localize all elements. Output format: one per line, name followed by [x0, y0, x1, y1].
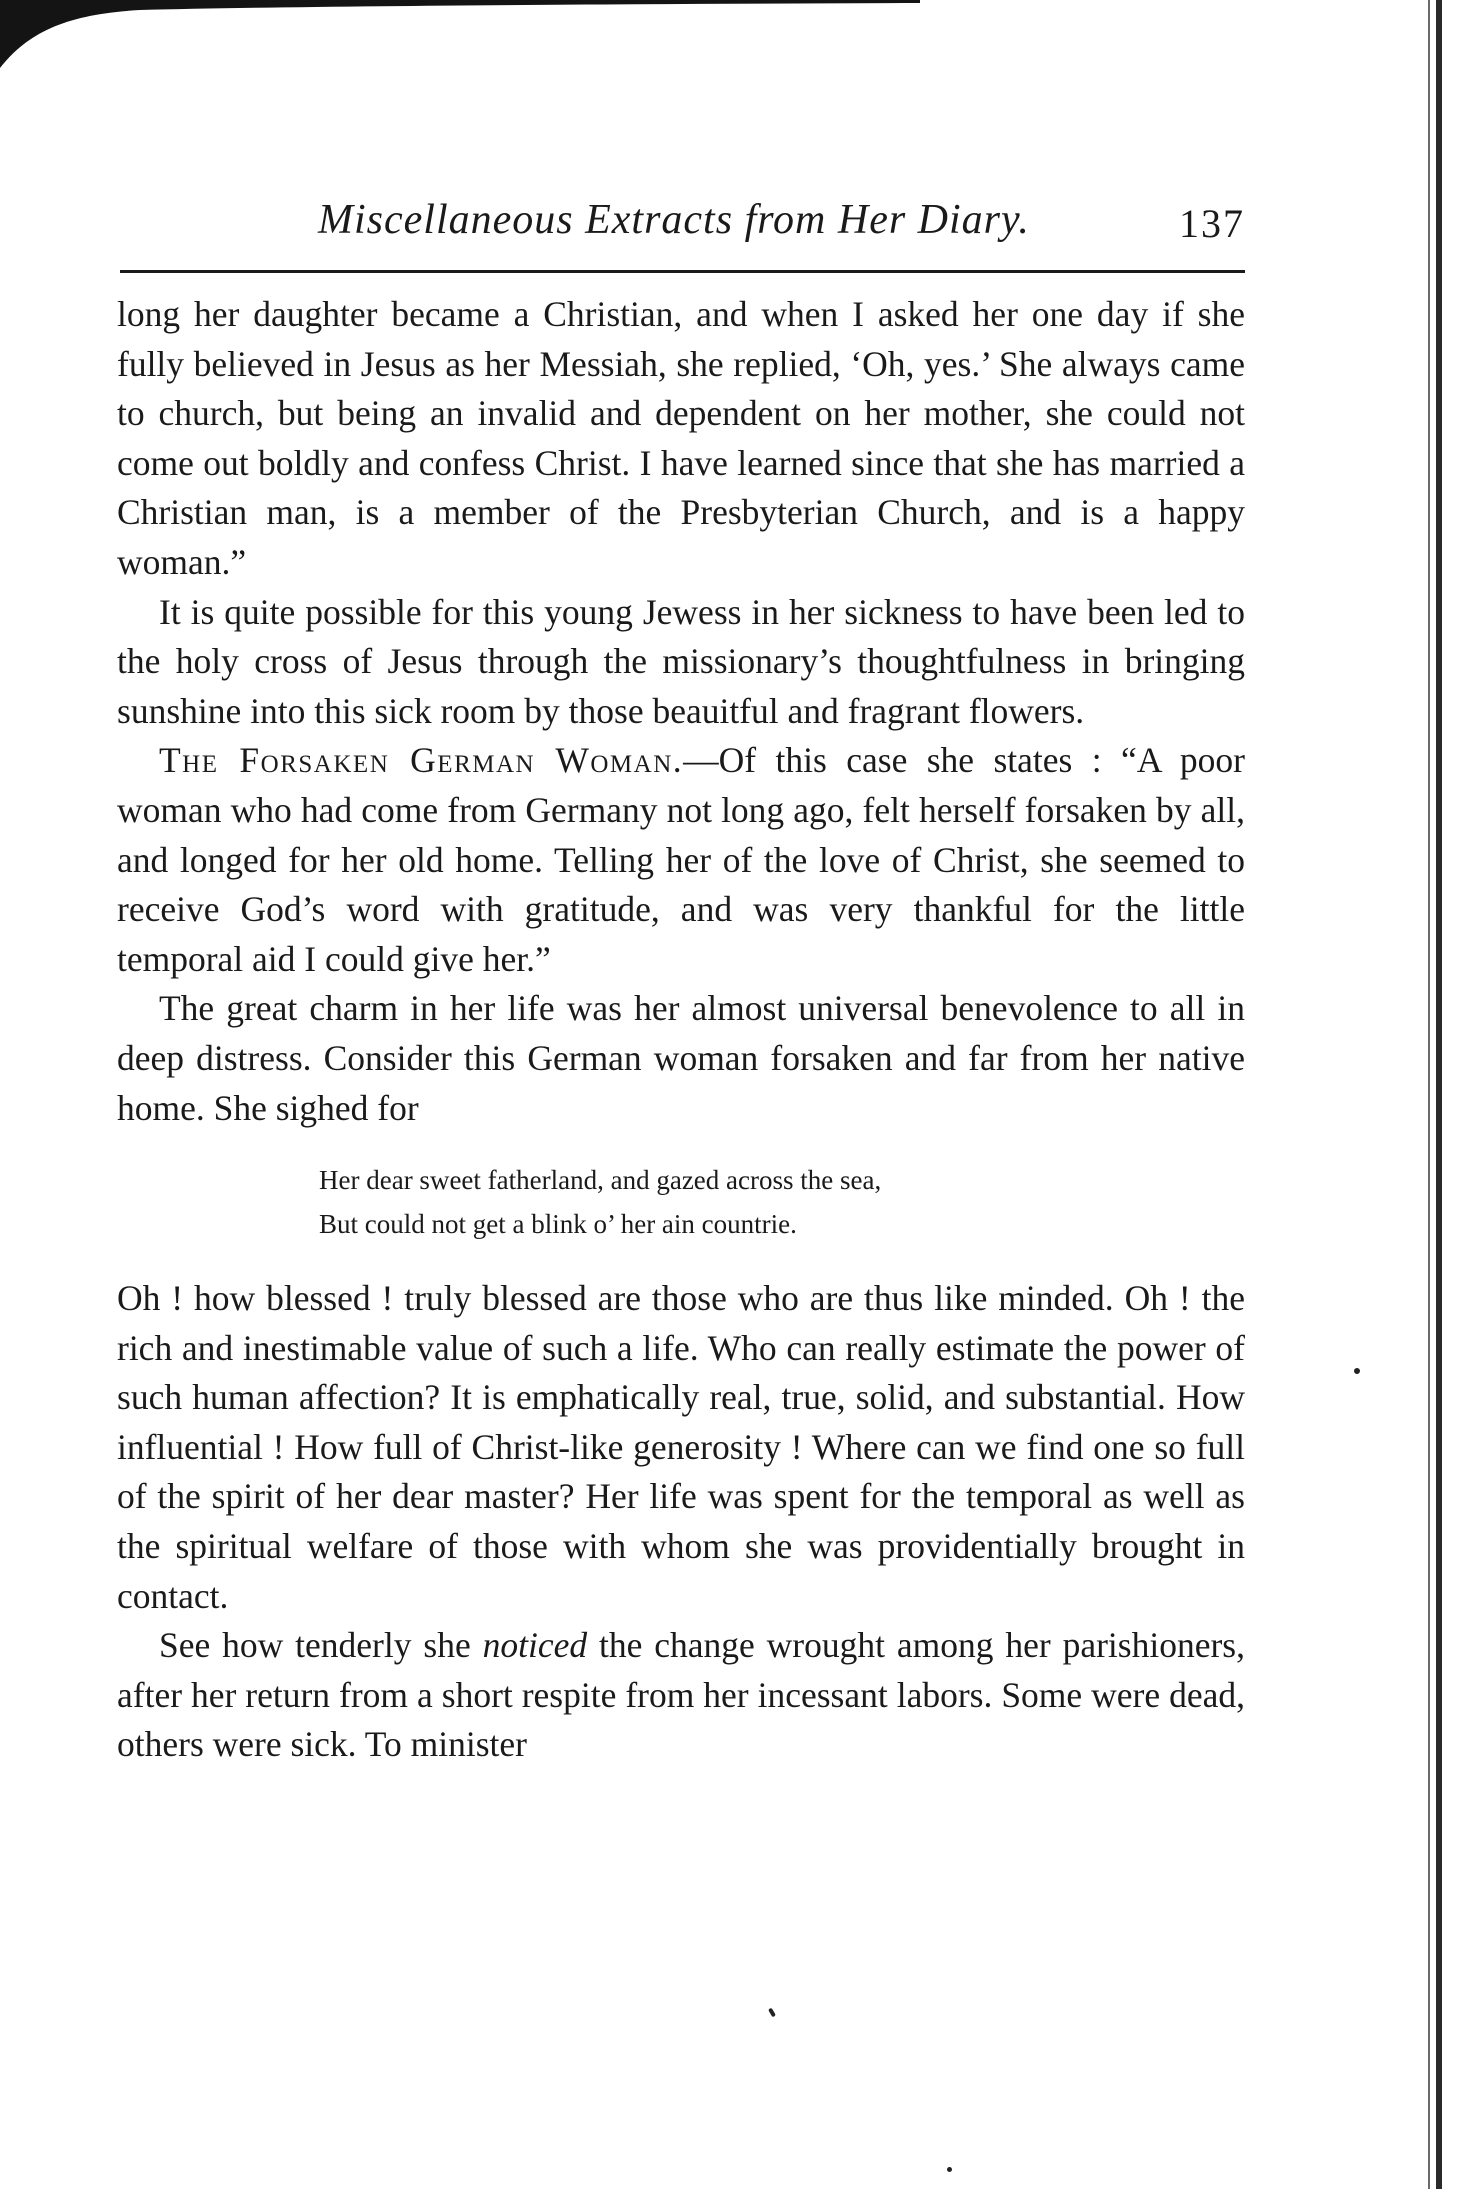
scan-speck [768, 2008, 776, 2018]
section-heading: The Forsaken German Woman. [159, 740, 684, 781]
paragraph-forsaken-german-woman [117, 736, 1245, 984]
header-rule [120, 270, 1245, 273]
verse-quote [319, 1158, 1245, 1246]
paragraph-parishioners [117, 1621, 1245, 1770]
page-number: 137 [1179, 201, 1245, 246]
paragraph-young-jewess: It is quite possible for this young Jewess in her sickness to have been led to the holy cross of Jesus through the missionary’s thoughtfulness in bringing sunshine into this sick room by those beauitful and fragrant flowers. [117, 591, 1245, 731]
emphasis-text: noticed [482, 1625, 588, 1666]
paragraph-text: See how tenderly she [159, 1625, 483, 1666]
paragraph-text: the change wrought among her parishioners, after her return from a short respite from her incessant labors. Some were dead, others were sick. To minister [117, 1625, 1245, 1765]
running-head [120, 196, 1245, 256]
verse-line: Her dear sweet fatherland, and gazed across the sea, [319, 1165, 882, 1196]
paragraph-benevolence: The great charm in her life was her almost universal benevolence to all in deep distress. Consider this German woman forsaken and far from her native home. She sighed for [117, 988, 1245, 1128]
paragraph-blessed: Oh ! how blessed ! truly blessed are those who are thus like minded. Oh ! the rich and inestimable value of such a life. Who can really estimate the power of such human affection? It is emphatically real, true, solid, and substantial. How influential ! How full of Christ-like generosity ! Where can we find one so full of the spirit of her dear master? Her life was spent for the temporal as well as the spiritual welfare of those with whom she was providentially brought in contact. [117, 1278, 1245, 1616]
verse-line: But could not get a blink o’ her ain countrie. [319, 1209, 797, 1240]
scan-speck [947, 2167, 952, 2172]
body-text [117, 290, 1245, 1770]
paragraph-text: —Of this case she states : “A poor woman who had come from Germany not long ago, felt herself forsaken by all, and longed for her old home. Telling her of the love of Christ, she seemed to receive God’s word with gratitude, and was very thankful for the little temporal aid I could give her.” [117, 740, 1245, 979]
scan-edge-line [1428, 0, 1430, 2189]
running-title: Miscellaneous Extracts from Her Diary. [318, 197, 1030, 243]
scan-edge-shadow [1436, 0, 1442, 2189]
scan-corner-shadow [0, 0, 920, 70]
scan-speck [1354, 1368, 1360, 1374]
paragraph-continuation: long her daughter became a Christian, and when I asked her one day if she fully believed in Jesus as her Messiah, she replied, ‘Oh, yes.’ She always came to church, but being an invalid and dependent on her mother, she could not come out boldly and confess Christ. I have learned since that she has married a Christian man, is a member of the Presbyterian Church, and is a happy woman.” [117, 294, 1245, 582]
